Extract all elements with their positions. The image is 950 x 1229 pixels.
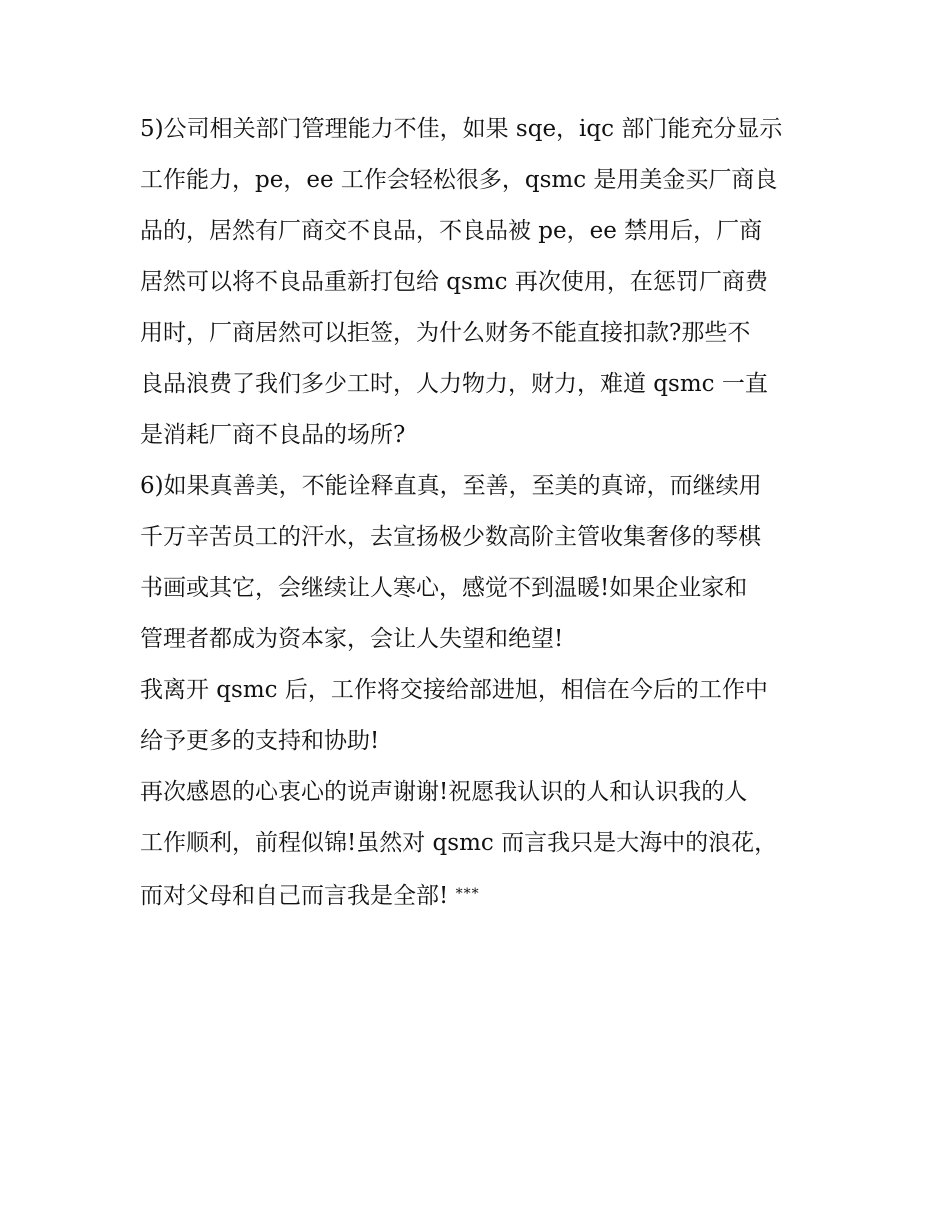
signature-mark: *** [455,886,480,902]
text-line: 管理者都成为资本家，会让人失望和绝望! [140,626,564,652]
text-line: 再次感恩的心衷心的说声谢谢!祝愿我认识的人和认识我的人 [140,779,748,805]
document-body [140,104,820,922]
text-line: 品的，居然有厂商交不良品，不良品被 pe，ee 禁用后，厂商 [140,218,763,244]
text-line: 而对父母和自己而言我是全部! [140,883,456,909]
text-line: 千万辛苦员工的汗水，去宣扬极少数高阶主管收集奢侈的琴棋 [140,524,761,550]
closing-last-line [140,869,820,922]
paragraph-point-6 [140,461,820,665]
text-line: 我离开 qsmc 后，工作将交接给部进旭，相信在今后的工作中 [140,677,768,703]
text-line: 良品浪费了我们多少工时，人力物力，财力，难道 qsmc 一直 [140,371,768,397]
text-line: 给予更多的支持和协助! [140,728,380,754]
text-line: 用时，厂商居然可以拒签，为什么财务不能直接扣款?那些不 [140,320,751,346]
text-line: 是消耗厂商不良品的场所? [140,422,406,448]
text-line: 书画或其它，会继续让人寒心，感觉不到温暖!如果企业家和 [140,575,748,601]
text-line: 6)如果真善美，不能诠释直真，至善，至美的真谛，而继续用 [140,473,762,499]
paragraph-handover [140,665,820,767]
text-line: 居然可以将不良品重新打包给 qsmc 再次使用，在惩罚厂商费 [140,269,768,295]
text-line: 5)公司相关部门管理能力不佳，如果 sqe，iqc 部门能充分显示 [140,116,783,142]
text-line: 工作顺利，前程似锦!虽然对 qsmc 而言我只是大海中的浪花， [140,830,778,856]
text-line: 工作能力，pe，ee 工作会轻松很多，qsmc 是用美金买厂商良 [140,167,778,193]
paragraph-point-5 [140,104,820,461]
paragraph-closing [140,767,820,922]
